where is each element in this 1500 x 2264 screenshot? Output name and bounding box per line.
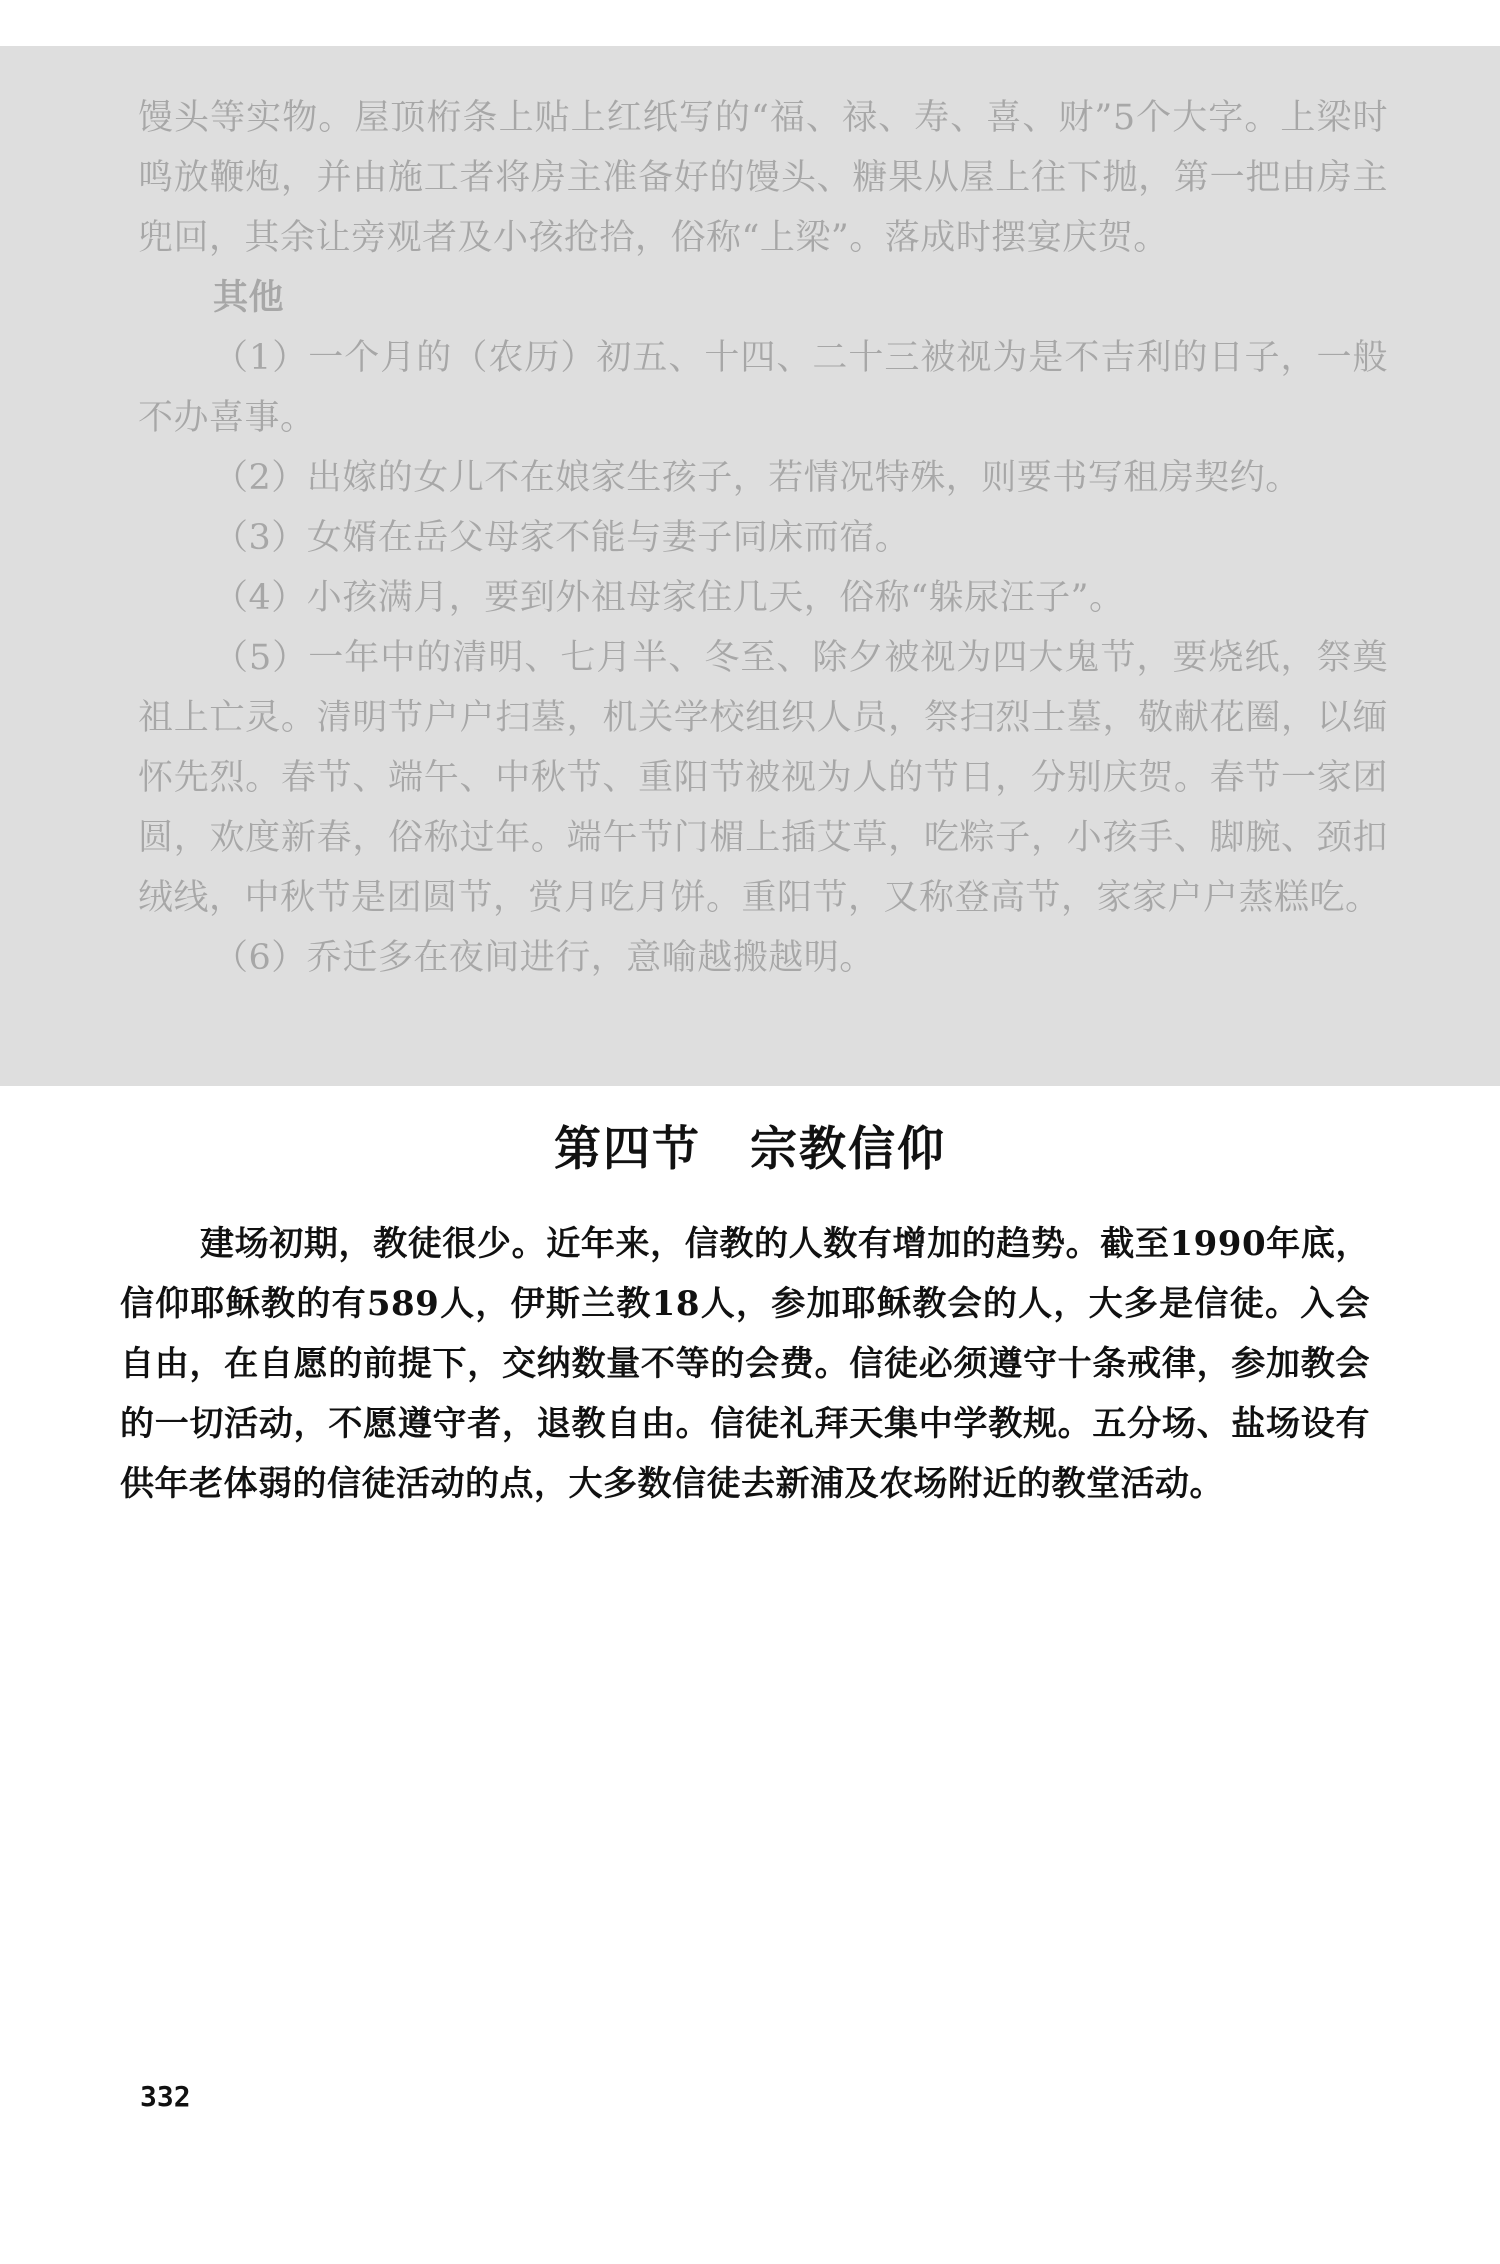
custom-item-4: （4）小孩满月，要到外祖母家住几天，俗称“躲尿汪子”。 [213, 578, 1125, 618]
custom-item-6: （6）乔迁多在夜间进行，意喻越搬越明。 [213, 938, 875, 978]
section-title: 第四节 宗教信仰 [554, 1122, 946, 1177]
previous-paragraph: 馒头等实物。屋顶桁条上贴上红纸写的“福、禄、寿、喜、财”5个大字。上梁时鸣放鞭炮，并由施工者将房主准备好的馒头、糖果从屋上往下抛，第一把由房主兜回，其余让旁观者及小孩抢拾，俗称“上梁”。落成时摆宴庆贺。 [138, 98, 1388, 258]
page-number: 332 [140, 2080, 191, 2113]
previous-section-text [138, 88, 1388, 988]
custom-item-2: （2）出嫁的女儿不在娘家生孩子，若情况特殊，则要书写租房契约。 [213, 458, 1301, 498]
custom-item-3: （3）女婿在岳父母家不能与妻子同床而宿。 [213, 518, 911, 558]
custom-item-1: （1）一个月的（农历）初五、十四、二十三被视为是不吉利的日子，一般不办喜事。 [138, 338, 1388, 438]
previous-subheading: 其他 [213, 277, 285, 318]
custom-item-5: （5）一年中的清明、七月半、冬至、除夕被视为四大鬼节，要烧纸，祭奠祖上亡灵。清明节户户扫墓，机关学校组织人员，祭扫烈士墓，敬献花圈，以缅怀先烈。春节、端午、中秋节、重阳节被视为人的节日，分别庆贺。春节一家团圆，欢度新春，俗称过年。端午节门楣上插艾草，吃粽子，小孩手、脚腕、颈扣绒线，中秋节是团圆节，赏月吃月饼。重阳节，又称登高节，家家户户蒸糕吃。 [138, 638, 1388, 918]
section-body-paragraph: 建场初期，教徒很少。近年来，信教的人数有增加的趋势。截至1990年底，信仰耶稣教的有589人，伊斯兰教18人，参加耶稣教会的人，大多是信徒。入会自由，在自愿的前提下，交纳数量不等的会费。信徒必须遵守十条戒律，参加教会的一切活动，不愿遵守者，退教自由。信徒礼拜天集中学教规。五分场、盐场设有供年老体弱的信徒活动的点，大多数信徒去新浦及农场附近的教堂活动。 [120, 1224, 1370, 1504]
